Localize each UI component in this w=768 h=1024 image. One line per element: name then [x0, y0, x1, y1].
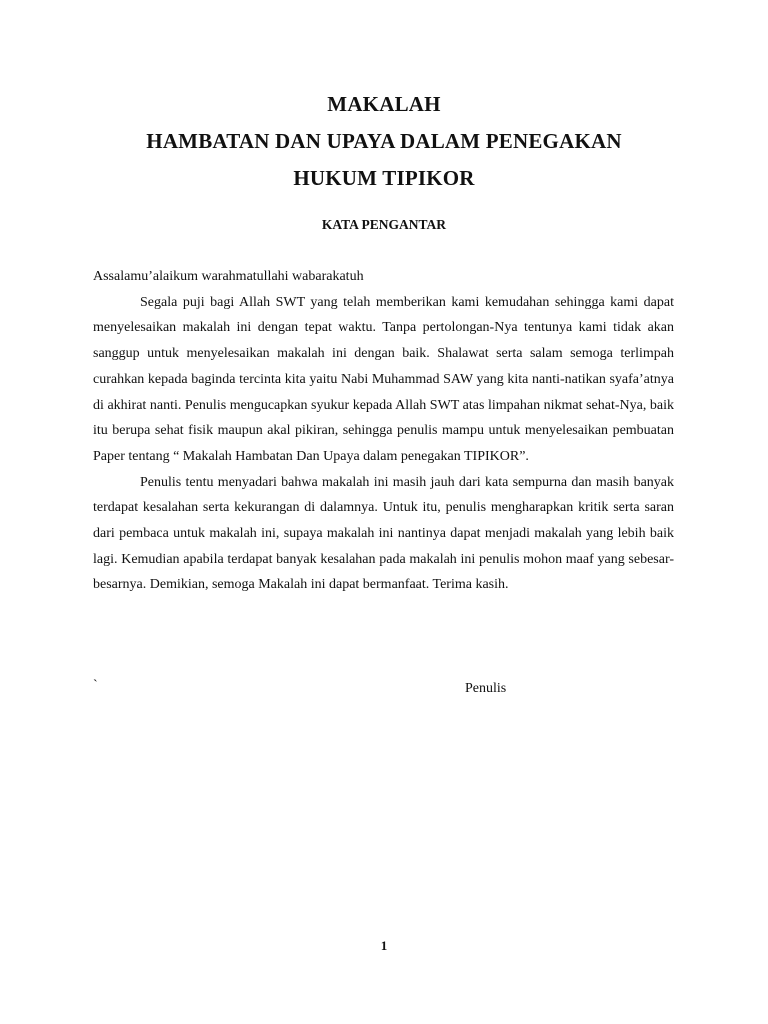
paragraph-2: Penulis tentu menyadari bahwa makalah ini masih jauh dari kata sempurna dan masih banyak terdapat kesalahan serta kekurangan di dalamnya. Untuk itu, penulis mengharapkan kritik serta saran dari pembaca untuk makalah ini, supaya makalah ini nantinya dapat menjadi makalah yang lebih baik lagi. Kemudian apabila terdapat banyak kesalahan pada makalah ini penulis mohon maaf yang sebesar-besarnya. Demikian, semoga Makalah ini dapat bermanfaat. Terima kasih. — [93, 474, 674, 593]
closing-block — [0, 678, 768, 702]
body-text — [93, 264, 674, 598]
section-heading: KATA PENGANTAR — [321, 217, 447, 232]
paragraph-1: Segala puji bagi Allah SWT yang telah memberikan kami kemudahan sehingga kami dapat menyelesaikan makalah ini dengan tepat waktu. Tanpa pertolongan-Nya tentunya kami tidak akan sanggup untuk menyelesaikan makalah ini dengan baik. Shalawat serta salam semoga terlimpah curahkan kepada baginda tercinta kita yaitu Nabi Muhammad SAW yang kita nanti-natikan syafa’atnya di akhirat nanti. Penulis mengucapkan syukur kepada Allah SWT atas limpahan nikmat sehat-Nya, baik itu berupa sehat fisik maupun akal pikiran, sehingga penulis mampu untuk menyelesaikan pembuatan Paper tentang “ Makalah Hambatan Dan Upaya dalam penegakan TIPIKOR”. — [93, 294, 674, 464]
title-line-2: HAMBATAN DAN UPAYA DALAM PENEGAKAN — [146, 129, 622, 153]
closing-mark: ` — [93, 678, 98, 693]
page-number: 1 — [380, 938, 388, 953]
greeting-line: Assalamu’alaikum warahmatullahi wabarakatuh — [93, 269, 364, 284]
title-line-3: HUKUM TIPIKOR — [293, 166, 475, 190]
signature: Penulis — [465, 681, 507, 696]
title-line-1: MAKALAH — [327, 92, 441, 116]
document-title — [0, 86, 768, 197]
